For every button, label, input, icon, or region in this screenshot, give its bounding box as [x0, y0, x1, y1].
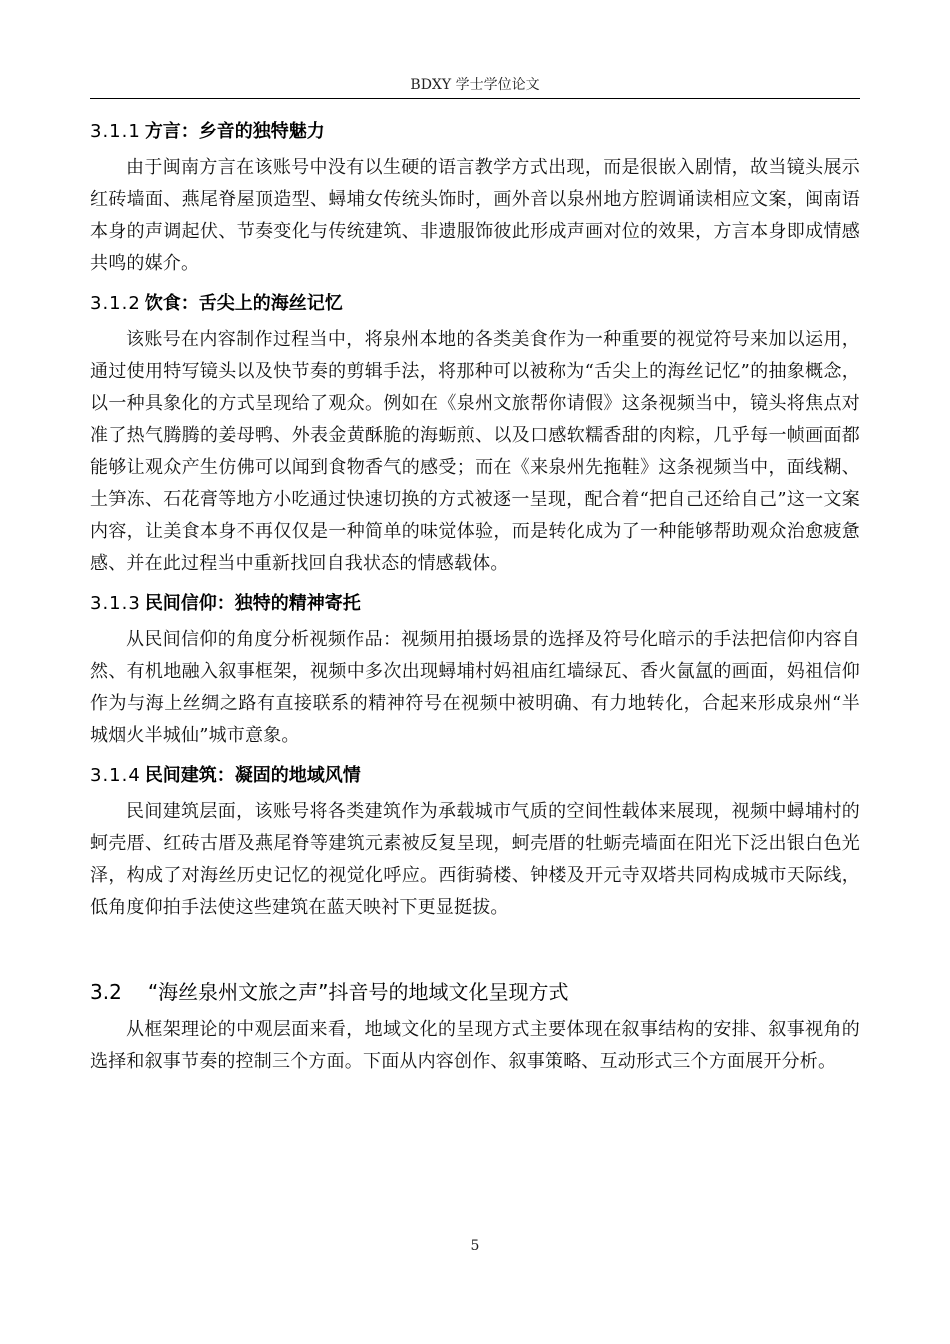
- section-number: 3.1.3: [90, 593, 141, 614]
- section-number: 3.1.4: [90, 765, 141, 786]
- chapter-title: “海丝泉州文旅之声”抖音号的地域文化呈现方式: [147, 980, 569, 1004]
- section-paragraph: 民间建筑层面，该账号将各类建筑作为承载城市气质的空间性载体来展现，视频中蟳埔村的蚵壳厝、红砖古厝及燕尾脊等建筑元素被反复呈现，蚵壳厝的牡蛎壳墙面在阳光下泛出银白色光泽，构成了对海丝历史记忆的视觉化呼应。西街骑楼、钟楼及开元寺双塔共同构成城市天际线，低角度仰拍手法使这些建筑在蓝天映衬下更显挺拔。: [90, 801, 860, 918]
- section-3-1-2: [90, 290, 860, 580]
- section-title: 饮食：舌尖上的海丝记忆: [144, 293, 343, 314]
- section-number: 3.1.1: [90, 121, 141, 142]
- section-3-1-4: [90, 762, 860, 924]
- header-title: BDXY 学士学位论文: [410, 77, 540, 93]
- page-header: [90, 74, 860, 99]
- section-number: 3.1.2: [90, 293, 141, 314]
- chapter-paragraph: 从框架理论的中观层面来看，地域文化的呈现方式主要体现在叙事结构的安排、叙事视角的选择和叙事节奏的控制三个方面。下面从内容创作、叙事策略、互动形式三个方面展开分析。: [90, 1019, 860, 1072]
- section-3-1-3: [90, 590, 860, 752]
- section-3-2: [90, 976, 860, 1078]
- page-number: 5: [470, 1238, 480, 1254]
- chapter-number: 3.2: [90, 980, 122, 1004]
- section-paragraph: 由于闽南方言在该账号中没有以生硬的语言教学方式出现，而是很嵌入剧情，故当镜头展示红砖墙面、燕尾脊屋顶造型、蟳埔女传统头饰时，画外音以泉州地方腔调诵读相应文案，闽南语本身的声调起伏、节奏变化与传统建筑、非遗服饰彼此形成声画对位的效果，方言本身即成情感共鸣的媒介。: [90, 157, 860, 274]
- page-content: [90, 112, 860, 1088]
- section-heading: [90, 762, 860, 790]
- chapter-heading: [90, 976, 860, 1008]
- section-heading: [90, 118, 860, 146]
- section-title: 民间信仰：独特的精神寄托: [144, 593, 361, 614]
- section-title: 民间建筑：凝固的地域风情: [144, 765, 361, 786]
- section-heading: [90, 290, 860, 318]
- section-paragraph: 从民间信仰的角度分析视频作品：视频用拍摄场景的选择及符号化暗示的手法把信仰内容自然、有机地融入叙事框架，视频中多次出现蟳埔村妈祖庙红墙绿瓦、香火氤氲的画面，妈祖信仰作为与海上丝绸之路有直接联系的精神符号在视频中被明确、有力地转化，合起来形成泉州“半城烟火半城仙”城市意象。: [90, 629, 860, 746]
- section-title: 方言：乡音的独特魅力: [144, 121, 325, 142]
- section-paragraph: 该账号在内容制作过程当中，将泉州本地的各类美食作为一种重要的视觉符号来加以运用，通过使用特写镜头以及快节奏的剪辑手法，将那种可以被称为“舌尖上的海丝记忆”的抽象概念，以一种具象化的方式呈现给了观众。例如在《泉州文旅帮你请假》这条视频当中，镜头将焦点对准了热气腾腾的姜母鸭、外表金黄酥脆的海蛎煎、以及口感软糯香甜的肉粽，几乎每一帧画面都能够让观众产生仿佛可以闻到食物香气的感受；而在《来泉州先拖鞋》这条视频当中，面线糊、土笋冻、石花膏等地方小吃通过快速切换的方式被逐一呈现，配合着“把自己还给自己”这一文案内容，让美食本身不再仅仅是一种简单的味觉体验，而是转化成为了一种能够帮助观众治愈疲惫感、并在此过程当中重新找回自我状态的情感载体。: [90, 329, 860, 574]
- section-heading: [90, 590, 860, 618]
- section-3-1-1: [90, 118, 860, 280]
